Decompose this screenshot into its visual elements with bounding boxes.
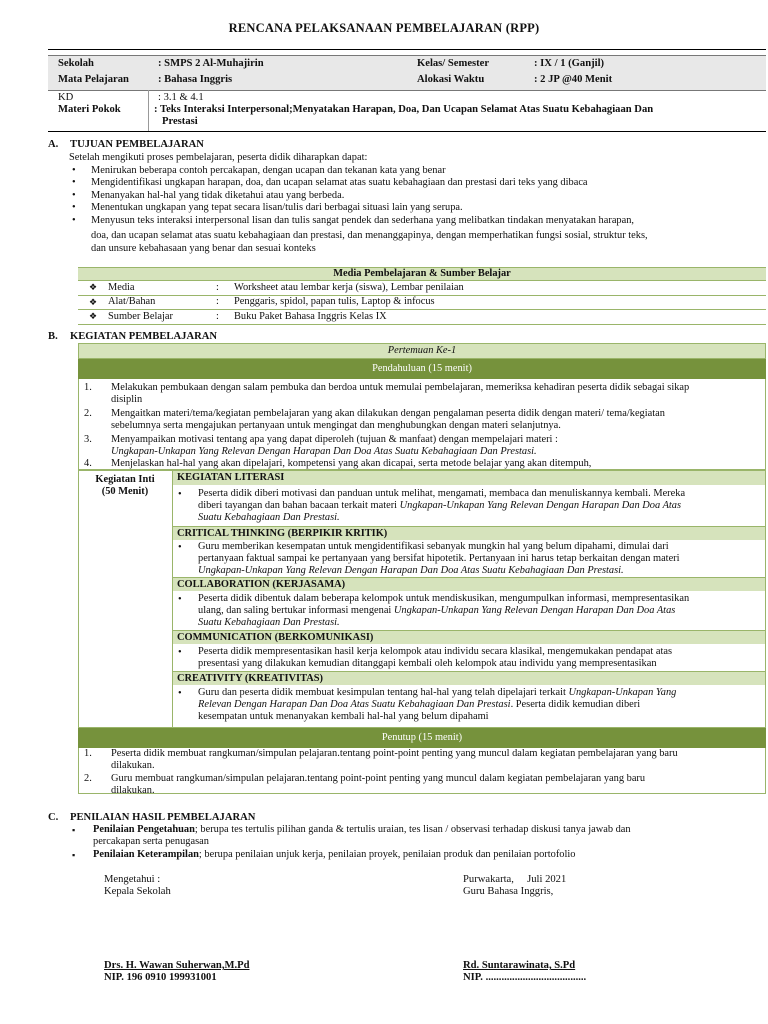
signature-left-nip: NIP. 196 0910 199931001: [104, 972, 217, 983]
bullet-icon: •: [178, 594, 182, 605]
alat-value: Penggaris, spidol, papan tulis, Laptop & infocus: [234, 295, 766, 309]
kd-value: : 3.1 & 4.1: [158, 92, 204, 103]
table-row: ❖ Alat/Bahan : Penggaris, spidol, papan tulis, Laptop & infocus: [78, 295, 766, 309]
diamond-icon: ❖: [78, 295, 108, 309]
kelas-label: Kelas/ Semester: [417, 58, 490, 69]
kelas-value: : IX / 1 (Ganjil): [534, 58, 605, 69]
document-page: RENCANA PELAKSANAAN PEMBELAJARAN (RPP) Sekolah : SMPS 2 Al-Muhajirin Kelas/ Semester : IX / 1 (Ganjil) Mata Pelajaran : Bahasa Inggris Alokasi Waktu : 2 JP @40 Menit KD : 3.1 & 4.1 Materi Pokok : Teks Interaksi Interpersonal;Menyatakan Harapan, Doa, Dan Ucapan Selamat Atas Suatu Kebahagiaan Dan Prestasi A. TUJUAN PEMBELAJARAN Setelah mengikuti proses pembelajaran, peserta didik diharapkan dapat: • Menirukan beberapa contoh percakapan, dengan ucapan dan tekanan kata yang benar • Mengidentifikasi ungkapan harapan, doa, dan ucapan selamat atas suatu kebahagiaan dan prestasi dari teks yang dibaca • Menanyakan hal-hal yang tidak diketahui atau yang berbeda. • Menentukan ungkapan yang tepat secara lisan/tulis dari berbagai situasi lain yang serupa. • Menyusun teks interaksi interpersonal lisan dan tulis sangat pendek dan sederhana yang melibatkan tindakan menyatakan harapan, doa, dan ucapan selamat atas suatu kebahagiaan dan prestasi, dan menanggapinya, dengan memperhatikan fungsi sosial, struktur teks, dan unsure kebahasaan yang benar dan sesuai konteks Media Pembelajaran & Sumber Belajar ❖ Media : Worksheet atau lembar kerja (siswa), Lembar penilaian ❖ Alat/Bahan : Penggaris, spidol, papan tulis, Laptop & infocus ❖ Sumber Belajar : Buku Paket Bahasa Inggris Kelas IX B. KEGIATAN PEMBELAJARAN Pertemuan Ke-1 Pendahuluan (15 menit) 1. Melakukan pembukaan dengan salam pembuka dan berdoa untuk memulai pembelajaran, memeriksa kehadiran peserta didik sebagai sikap disiplin 2. Mengaitkan materi/tema/kegiatan pembelajaran yang akan dilakukan dengan pengalaman peserta didik dengan materi/ tema/kegiatan sebelumnya serta mengajukan pertanyaan untuk mengingat dan menghubungkan dengan materi selanjutnya. 3. Menyampaikan motivasi tentang apa yang dapat diperoleh (tujuan & manfaat) dengan mempelajari materi : Ungkapan-Unkapan Yang Relevan Dengan Harapan Dan Doa Atas Suatu Kebahagiaan Dan Prestasi. 4. Menjelaskan hal-hal yang akan dipelajari, kompetensi yang akan dicapai, serta metode belajar yang akan ditempuh, Kegiatan Inti (50 Menit) KEGIATAN LITERASI • Peserta didik diberi motivasi dan panduan untuk melihat, mengamati, membaca dan menuliskannya kembali. Mereka diberi tayangan dan bahan bacaan terkait materi Ungkapan-Unkapan Yang Relevan Dengan Harapan Dan Doa Atas Suatu Kebahagiaan Dan Prestasi. CRITICAL THINKING (BERPIKIR KRITIK) • Guru memberikan kesempatan untuk mengidentifikasi sebanyak mungkin hal yang belum dipahami, dimulai dari pertanyaan faktual sampai ke pertanyaan yang bersifat hipotetik. Pertanyaan ini harus tetap berkaitan dengan materi Ungkapan-Unkapan Yang Relevan Dengan Harapan Dan Doa Atas Suatu Kebahagiaan Dan Prestasi. COLLABORATION (KERJASAMA) • Peserta didik dibentuk dalam beberapa kelompok untuk mendiskusikan, mengumpulkan informasi, mempresentasikan ulang, dan saling bertukar informasi mengenai Ungkapan-Unkapan Yang Relevan Dengan Harapan Dan Doa Atas Suatu Kebahagiaan Dan Prestasi. COMMUNICATION (BERKOMUNIKASI) • Peserta didik mempresentasikan hasil kerja kelompok atau individu secara klasikal, mengemukakan pendapat atas presentasi yang dilakukan kemudian ditanggapi kembali oleh kelompok atau individu yang mempresentasikan CREATIVITY (KREATIVITAS) • Guru dan peserta didik membuat kesimpulan tentang hal-hal yang telah dipelajari terkait Ungkapan-Unkapan Yang Relevan Dengan Harapan Dan Doa Atas Suatu Kebahagiaan Dan Prestasi. Peserta didik kemudian diberi kesempatan untuk menanyakan kembali hal-hal yang belum dipahami Penutup (15 menit) 1. Peserta didik membuat rangkuman/simpulan pelajaran.tentang point-point penting yang muncul dalam kegiatan pembelajaran yang baru dilakukan. 2. Guru membuat rangkuman/simpulan pelajaran.tentang point-point penting yang muncul dalam kegiatan pembelajaran yang baru dilakukan. C. PENILAIAN HASIL PEMBELAJARAN ▪ Penilaian Pengetahuan; berupa tes tertulis pilihan ganda & tertulis uraian, tes lisan / observasi terhadap diskusi tanya jawab dan percakapan serta penugasan ▪ Penilaian Keterampilan; berupa penilaian unjuk kerja, penilaian proyek, penilaian produk dan penilaian portofolio Mengetahui : Kepala Sekolah Drs. H. Wawan Suherwan,M.Pd NIP. 196 0910 199931001 Purwakarta, Juli 2021 Guru Bahasa Inggris, Rd. Suntarawinata, S.Pd NIP. ......................................: [0, 0, 768, 1024]
diamond-icon: ❖: [78, 281, 108, 295]
square-bullet-icon: ▪: [72, 825, 76, 835]
bullet-icon: •: [178, 647, 182, 658]
identity-band: [48, 55, 766, 91]
sumber-value: Buku Paket Bahasa Inggris Kelas IX: [234, 310, 766, 324]
mapel-value: : Bahasa Inggris: [158, 74, 233, 85]
media-table-heading: Media Pembelajaran & Sumber Belajar: [78, 268, 766, 281]
mapel-label: Mata Pelajaran: [58, 74, 129, 85]
intro-item-2: Mengaitkan materi/tema/kegiatan pembelajaran yang akan dilakukan dengan pengalaman peserta didik dengan materi/ tema/kegiatan: [111, 408, 665, 419]
signature-right-nip: NIP. ......................................: [463, 972, 587, 983]
materi-divider: [148, 90, 149, 131]
list-item: • Menentukan ungkapan yang tepat secara lisan/tulis dari berbagai situasi lain yang serupa.: [69, 202, 749, 214]
diamond-icon: ❖: [78, 310, 108, 324]
inti-label: Kegiatan Inti: [95, 474, 155, 485]
objective-5-line3: dan unsure kebahasaan yang benar dan sesuai konteks: [91, 243, 316, 254]
materi-value-cont: Prestasi: [162, 116, 198, 127]
inti-duration: (50 Menit): [101, 486, 149, 497]
list-item: • Menanyakan hal-hal yang tidak diketahui atau yang berbeda.: [69, 190, 749, 202]
document-title: RENCANA PELAKSANAAN PEMBELAJARAN (RPP): [228, 21, 540, 35]
intro-item-4: Menjelaskan hal-hal yang akan dipelajari, kompetensi yang akan dicapai, serta metode belajar yang akan ditempuh,: [111, 458, 592, 469]
sekolah-value: : SMPS 2 Al-Muhajirin: [158, 58, 264, 69]
bullet-icon: •: [178, 489, 182, 500]
media-value: Worksheet atau lembar kerja (siswa), Lembar penilaian: [234, 281, 766, 295]
media-label: Media: [108, 281, 216, 295]
alat-label: Alat/Bahan: [108, 295, 216, 309]
kd-label: KD: [58, 92, 74, 103]
identity-table: [48, 49, 766, 133]
intro-item-1: Melakukan pembukaan dengan salam pembuka dan berdoa untuk memulai pembelajaran, memeriksa kehadiran peserta didik sebagai sikap: [111, 382, 690, 393]
bullet-icon: •: [178, 542, 182, 553]
objectives-list: [69, 165, 749, 227]
table-row: ❖ Media : Worksheet atau lembar kerja (siswa), Lembar penilaian: [78, 281, 766, 295]
closing-item-1: Peserta didik membuat rangkuman/simpulan pelajaran.tentang point-point penting yang muncul dalam kegiatan pembelajaran yang baru: [111, 748, 678, 759]
penutup-banner: Penutup (15 menit): [78, 728, 766, 748]
signature-left-name: Drs. H. Wawan Suherwan,M.Pd: [104, 960, 250, 971]
critical-heading: CRITICAL THINKING (BERPIKIR KRITIK): [173, 526, 765, 540]
inti-divider: [172, 470, 173, 728]
communication-heading: COMMUNICATION (BERKOMUNIKASI): [173, 630, 765, 644]
alokasi-label: Alokasi Waktu: [417, 74, 485, 85]
closing-item-2: Guru membuat rangkuman/simpulan pelajaran.tentang point-point penting yang muncul dalam kegiatan pembelajaran yang baru: [111, 773, 646, 784]
signature-left-role: Kepala Sekolah: [104, 886, 171, 897]
signature-right-name: Rd. Suntarawinata, S.Pd: [463, 960, 576, 971]
signature-right-role: Guru Bahasa Inggris,: [463, 886, 554, 897]
collab-heading: COLLABORATION (KERJASAMA): [173, 577, 765, 591]
objective-5-line2: doa, dan ucapan selamat atas suatu kebahagiaan dan prestasi, dan menanggapinya, dengan memperhatikan fungsi sosial, struktur teks,: [91, 230, 648, 241]
table-row: ❖ Sumber Belajar : Buku Paket Bahasa Inggris Kelas IX: [78, 310, 766, 324]
materi-value: : Teks Interaksi Interpersonal;Menyatakan Harapan, Doa, Dan Ucapan Selamat Atas Suatu Kebahagiaan Dan: [154, 104, 654, 115]
sumber-label: Sumber Belajar: [108, 310, 216, 324]
section-a-intro: Setelah mengikuti proses pembelajaran, peserta didik diharapkan dapat:: [69, 152, 368, 163]
media-table: [78, 267, 766, 325]
list-item: • Menirukan beberapa contoh percakapan, dengan ucapan dan tekanan kata yang benar: [69, 165, 749, 177]
signature-right-place-date: Purwakarta, Juli 2021: [463, 874, 567, 885]
square-bullet-icon: ▪: [72, 850, 76, 860]
alokasi-value: : 2 JP @40 Menit: [534, 74, 613, 85]
list-item: • Menyusun teks interaksi interpersonal lisan dan tulis sangat pendek dan sederhana yang melibatkan tindakan menyatakan harapan,: [69, 215, 749, 227]
creativity-heading: CREATIVITY (KREATIVITAS): [173, 671, 765, 685]
literasi-heading: KEGIATAN LITERASI: [173, 471, 765, 485]
list-item: • Mengidentifikasi ungkapan harapan, doa, dan ucapan selamat atas suatu kebahagiaan dan prestasi dari teks yang dibaca: [69, 177, 749, 189]
materi-label: Materi Pokok: [58, 104, 121, 115]
sekolah-label: Sekolah: [58, 58, 94, 69]
intro-item-3: Menyampaikan motivasi tentang apa yang dapat diperoleh (tujuan & manfaat) dengan mempelajari materi :: [111, 434, 558, 445]
signature-left-caption: Mengetahui :: [104, 874, 161, 885]
pertemuan-banner: Pertemuan Ke-1: [78, 343, 766, 359]
pendahuluan-banner: Pendahuluan (15 menit): [78, 359, 766, 379]
bullet-icon: •: [178, 688, 182, 699]
